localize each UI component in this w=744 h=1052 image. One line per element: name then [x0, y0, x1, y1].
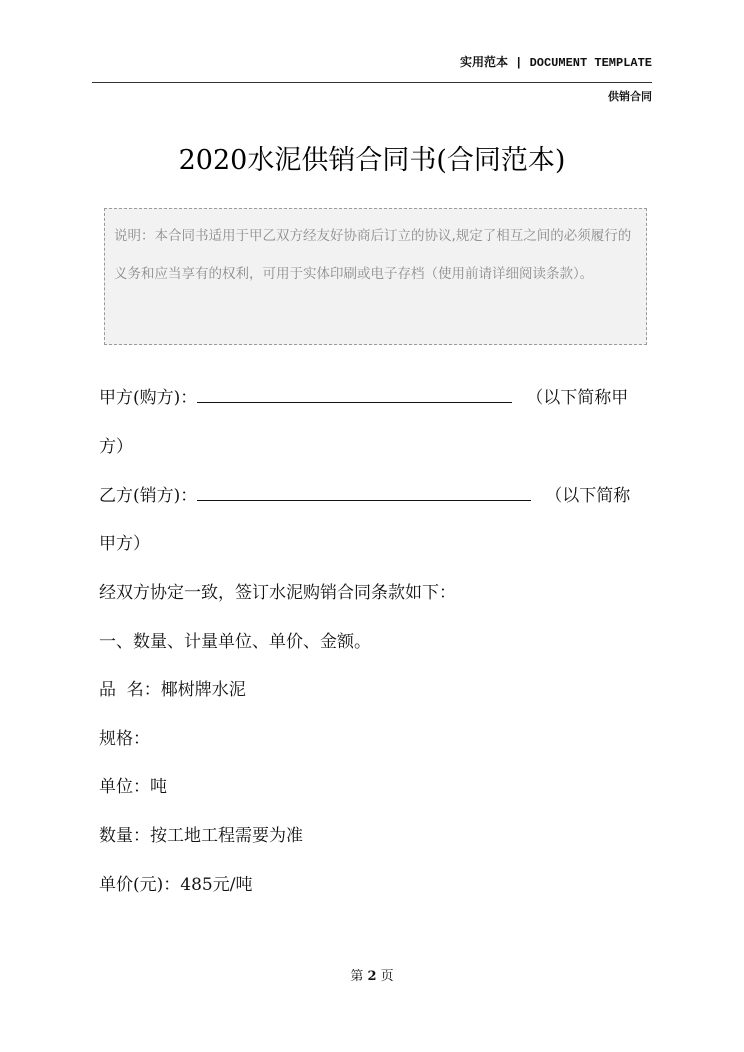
quantity-field: 数量：按工地工程需要为准 [99, 826, 303, 846]
party-b-label: 乙方(销方)： [99, 486, 198, 506]
party-a-suffix: （以下简称甲 [526, 388, 629, 408]
page-suffix: 页 [380, 969, 394, 984]
party-b-wrap: 甲方） [99, 534, 150, 554]
agreement-text: 经双方协定一致，签订水泥购销合同条款如下： [99, 583, 456, 603]
party-a-wrap: 方） [99, 437, 133, 457]
header-template-label: 实用范本 | DOCUMENT TEMPLATE [459, 56, 652, 70]
section-heading: 一、数量、计量单位、单价、金额。 [99, 632, 371, 652]
page-prefix: 第 [350, 969, 364, 984]
product-name-field: 品 名：椰树牌水泥 [99, 680, 246, 700]
party-b-suffix: （以下简称 [545, 486, 631, 506]
spec-field: 规格： [99, 729, 150, 749]
party-b-blank[interactable] [197, 484, 531, 501]
note-box [104, 208, 647, 345]
unit-field: 单位：吨 [99, 777, 167, 797]
page-number [0, 965, 744, 984]
header-divider [92, 82, 652, 83]
party-a-line [99, 383, 628, 408]
price-field: 单价(元)：485元/吨 [99, 875, 253, 895]
party-a-blank[interactable] [197, 386, 512, 403]
page-number-value: 2 [367, 969, 377, 984]
note-text: 说明：本合同书适用于甲乙双方经友好协商后订立的协议,规定了相互之间的必须履行的义务和应当享有的权利，可用于实体印刷或电子存档（使用前请详细阅读条款）。 [114, 228, 632, 282]
document-title: 2020水泥供销合同书(合同范本) [178, 145, 566, 176]
header-category: 供销合同 [608, 90, 652, 103]
party-a-label: 甲方(购方)： [99, 388, 198, 408]
party-b-line [99, 481, 630, 506]
